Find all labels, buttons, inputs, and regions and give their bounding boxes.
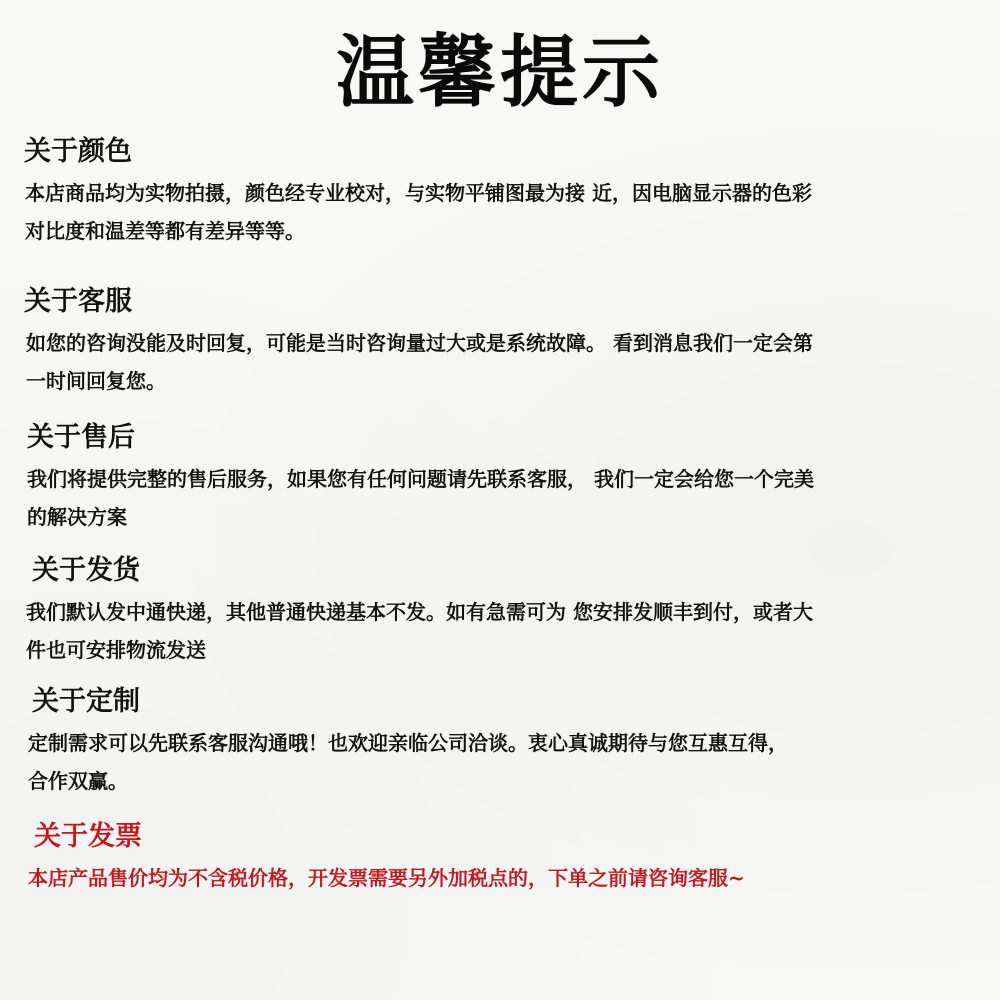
section-text-line: 我们将提供完整的售后服务，如果您有任何问题请先联系客服， 我们一定会给您一个完美 xyxy=(27,467,814,491)
section-heading: 关于发票 xyxy=(34,821,142,852)
section-text-line: 的解决方案 xyxy=(27,505,127,529)
section-text-line: 对比度和温差等都有差异等等。 xyxy=(25,219,305,243)
section-text-line: 合作双赢。 xyxy=(28,769,128,793)
section-body xyxy=(0,593,1000,669)
section-body xyxy=(0,859,1000,897)
section-body xyxy=(0,460,1000,536)
section-after-sales xyxy=(0,420,1000,536)
section-text-line: 本店产品售价均为不含税价格，开发票需要另外加税点的，下单之前请咨询客服~ xyxy=(28,866,745,890)
section-heading: 关于客服 xyxy=(24,286,132,317)
section-heading: 关于颜色 xyxy=(24,136,132,167)
section-color xyxy=(0,134,1000,250)
section-body xyxy=(0,174,1000,250)
section-text-line: 定制需求可以先联系客服沟通哦！也欢迎亲临公司洽谈。衷心真诚期待与您互惠互得， xyxy=(28,731,788,755)
section-heading: 关于发货 xyxy=(32,555,140,586)
section-text-line: 我们默认发中通快递，其他普通快递基本不发。如有急需可为 您安排发顺丰到付，或者大 xyxy=(26,600,813,624)
section-customization xyxy=(0,684,1000,800)
section-text-line: 如您的咨询没能及时回复，可能是当时咨询量过大或是系统故障。 看到消息我们一定会第 xyxy=(26,331,813,355)
section-customer-service xyxy=(0,284,1000,400)
section-text-line: 一时间回复您。 xyxy=(26,369,166,393)
page-title: 温馨提示 xyxy=(335,28,664,118)
section-text-line: 件也可安排物流发送 xyxy=(26,638,206,662)
section-heading: 关于售后 xyxy=(27,422,135,453)
section-invoice xyxy=(0,819,1000,897)
section-text-line: 本店商品均为实物拍摄，颜色经专业校对，与实物平铺图最为接 近，因电脑显示器的色彩 xyxy=(25,181,812,205)
section-body xyxy=(0,724,1000,800)
section-shipping xyxy=(0,553,1000,669)
section-heading: 关于定制 xyxy=(32,686,140,717)
section-body xyxy=(0,324,1000,400)
